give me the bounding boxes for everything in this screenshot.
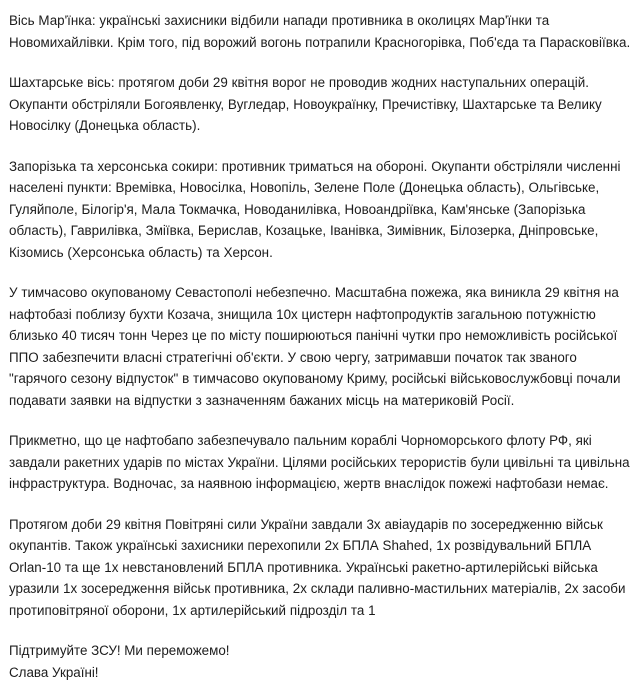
- paragraph-2: Шахтарське вісь: протягом доби 29 квітня ворог не проводив жодних наступальних операцій. Окупанти обстріляли Богоявленку, Вугледар, Новоукраїнку, Пречистівку, Шахтарське та Велику Новосілку (Донецька область).: [9, 72, 632, 137]
- closing-line-1: Підтримуйте ЗСУ! Ми переможемо!: [9, 640, 632, 662]
- closing-block: [9, 640, 632, 683]
- paragraph-3: Запорізька та херсонська сокири: противник триматься на обороні. Окупанти обстріляли численні населені пункти: Времівка, Новосілка, Новопіль, Зелене Поле (Донецька область), Ольгівське, Гуляйполе, Білогір'я, Мала Токмачка, Новоданилівка, Новоандріївка, Кам'янське (Запорізька область), Гаврилівка, Зміївка, Берислав, Козацьке, Іванівка, Зимівник, Білозерка, Дніпровське, Кізомись (Херсонська область) та Херсон.: [9, 156, 632, 264]
- paragraph-4: У тимчасово окупованому Севастополі небезпечно. Масштабна пожежа, яка виникла 29 квітня на нафтобазі поблизу бухти Козача, знищила 10х цистерн нафтопродуктів загальною потужністю близько 40 тисяч тонн Через це по місту поширюються панічні чутки про неможливість російської ППО забезпечити власні стратегічні об'єкти. У свою чергу, затримавши початок так званого "гарячого сезону відпусток" в тимчасово окупованому Криму, російські військовослужбовці почали подавати заявки на відпустки з зазначенням бажаних місць на материковій Росії.: [9, 282, 632, 411]
- paragraph-1: Вісь Мар'їнка: українські захисники відбили напади противника в околицях Мар'їнки та Новомихайлівки. Крім того, під ворожий вогонь потрапили Красногорівка, Поб'єда та Парасковіївка.: [9, 10, 632, 53]
- paragraph-5: Прикметно, що це нафтобапо забезпечувало пальним кораблі Чорноморського флоту РФ, які завдали ракетних ударів по містах України. Цілями російських терористів були цивільні та цивільна інфраструктура. Водночас, за наявною інформацією, жертв внаслідок пожежі нафтобази немає.: [9, 430, 632, 495]
- paragraph-6: Протягом доби 29 квітня Повітряні сили України завдали 3х авіаударів по зосередженню військ окупантів. Також українські захисники перехопили 2х БПЛА Shahed, 1х розвідувальний БПЛА Orlan-10 та ще 1х невстановлений БПЛА противника. Українські ракетно-артилерійські війська уразили 1х зосередження військ противника, 2х склади паливно-мастильних матеріалів, 2х засоби протиповітряної оборони, 1х артилерійський підрозділ та 1: [9, 514, 632, 622]
- closing-line-2: Слава Україні!: [9, 662, 632, 683]
